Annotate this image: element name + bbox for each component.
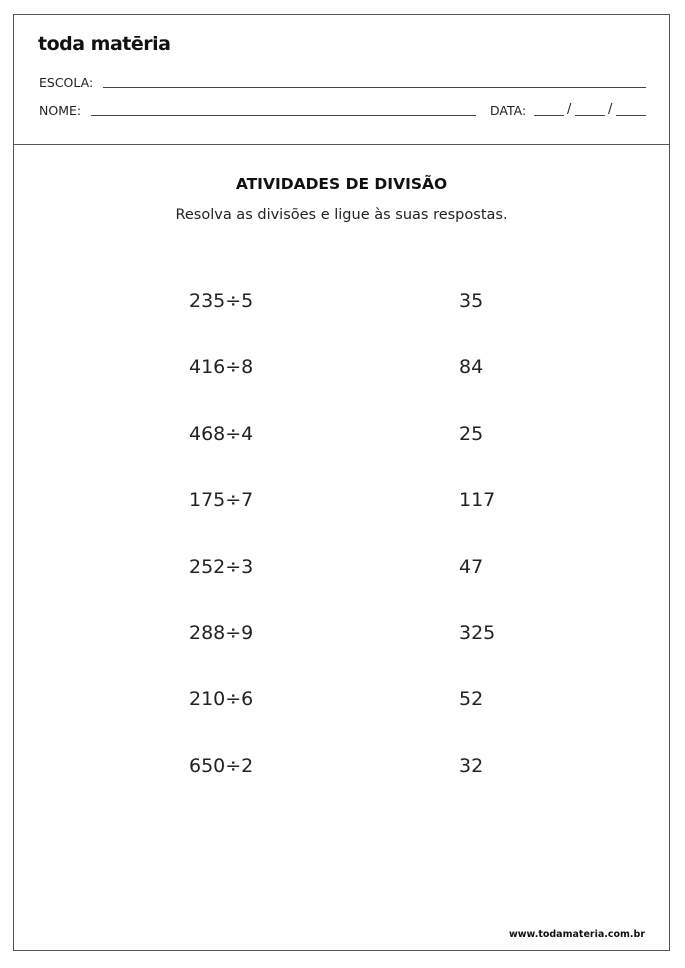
division-item[interactable]: 210÷6	[189, 688, 254, 710]
date-separator: /	[567, 102, 572, 117]
answer-item[interactable]: 52	[459, 688, 484, 710]
division-item[interactable]: 468÷4	[189, 423, 254, 445]
division-item[interactable]: 416÷8	[189, 356, 254, 378]
worksheet-header	[14, 15, 669, 145]
worksheet-page	[13, 14, 670, 951]
date-month-line[interactable]	[575, 115, 605, 116]
answer-item[interactable]: 32	[459, 755, 484, 777]
division-item[interactable]: 650÷2	[189, 755, 254, 777]
school-field-line[interactable]	[103, 87, 646, 88]
date-label: DATA:	[490, 103, 527, 118]
division-item[interactable]: 288÷9	[189, 622, 254, 644]
answer-item[interactable]: 325	[459, 622, 496, 644]
answer-item[interactable]: 25	[459, 423, 484, 445]
date-day-line[interactable]	[534, 115, 564, 116]
worksheet-title: ATIVIDADES DE DIVISÃO	[235, 175, 448, 193]
website-footer: www.todamateria.com.br	[508, 929, 645, 940]
date-separator: /	[608, 102, 613, 117]
school-label: ESCOLA:	[39, 75, 94, 90]
answer-item[interactable]: 47	[459, 556, 484, 578]
answer-item[interactable]: 117	[459, 489, 496, 511]
answer-item[interactable]: 35	[459, 290, 484, 312]
name-field-line[interactable]	[91, 115, 476, 116]
division-item[interactable]: 235÷5	[189, 290, 254, 312]
division-item[interactable]: 175÷7	[189, 489, 254, 511]
division-item[interactable]: 252÷3	[189, 556, 254, 578]
date-year-line[interactable]	[616, 115, 646, 116]
worksheet-instructions: Resolva as divisões e ligue às suas respostas.	[175, 207, 508, 223]
name-label: NOME:	[39, 103, 82, 118]
answer-item[interactable]: 84	[459, 356, 484, 378]
brand-logo: toda matēria	[38, 33, 171, 55]
